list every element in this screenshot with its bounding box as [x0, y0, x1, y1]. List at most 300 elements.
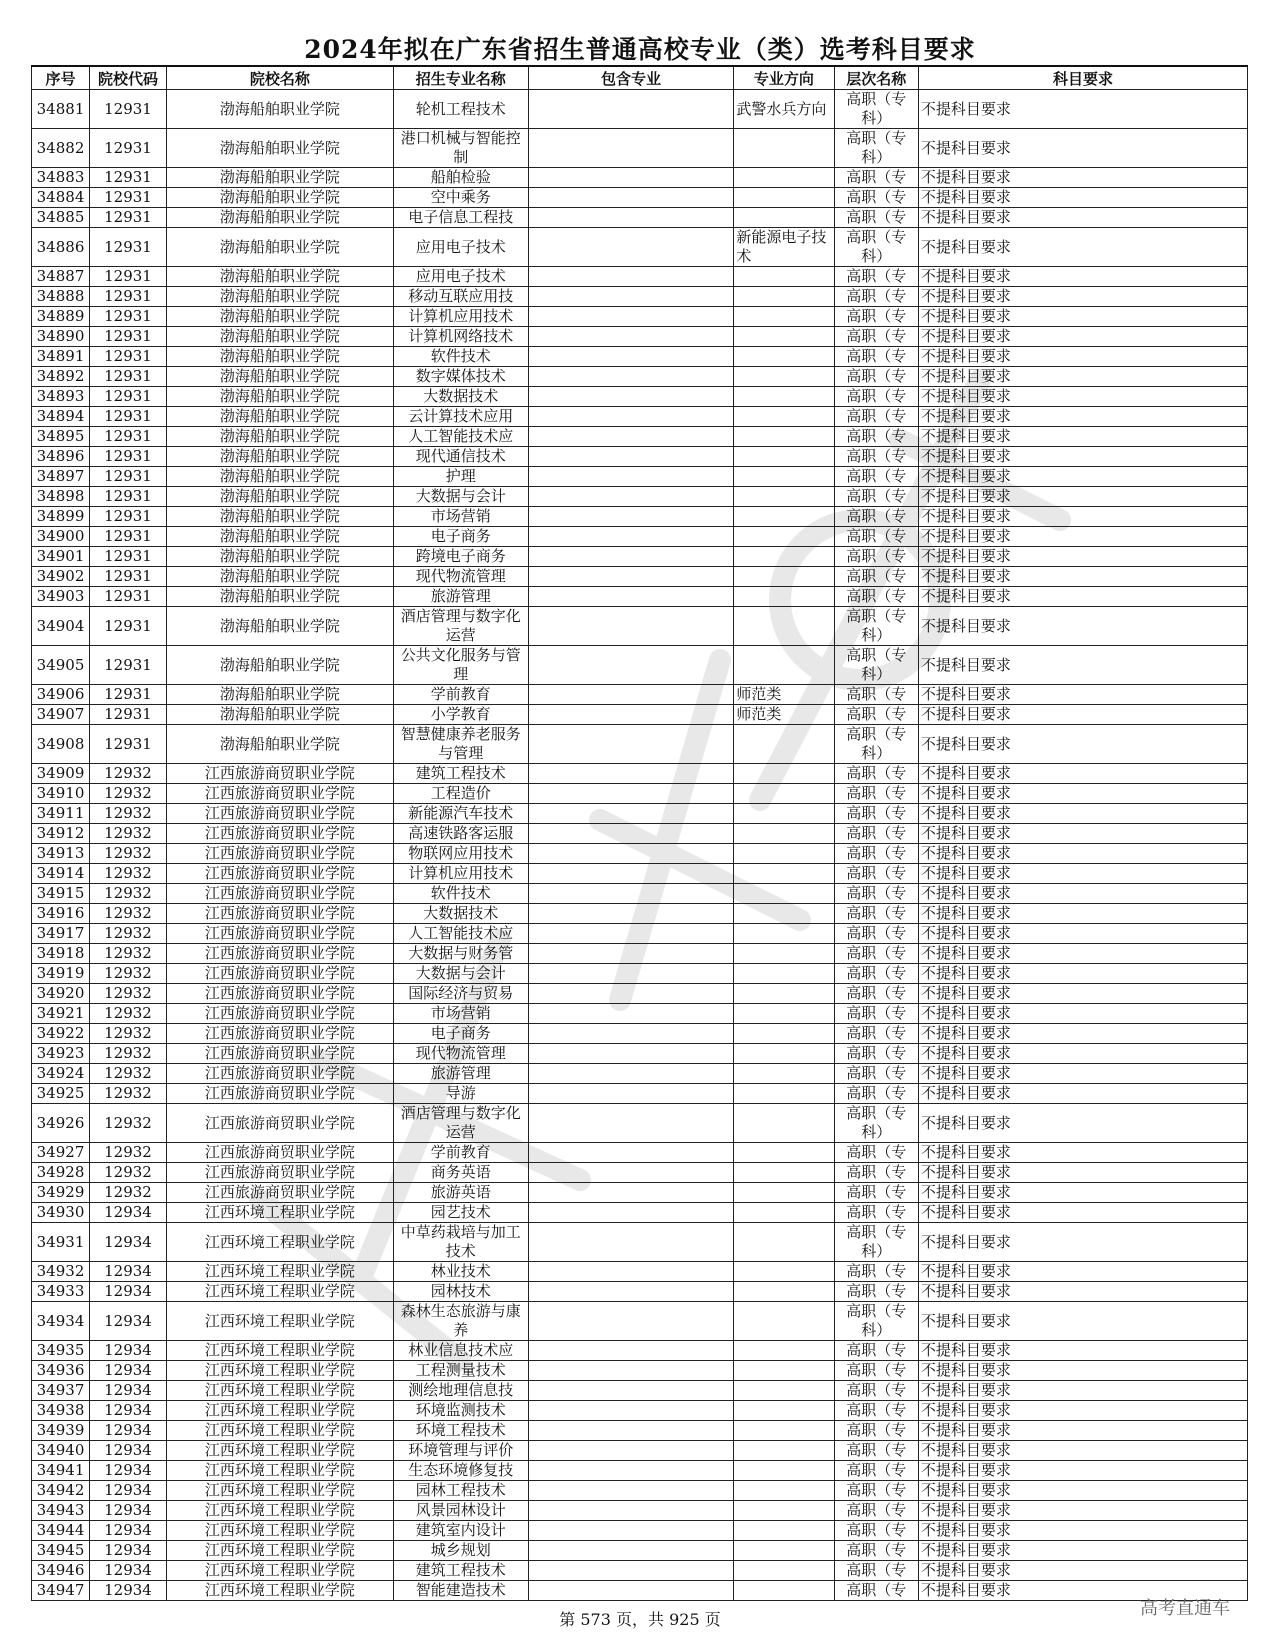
table-cell [734, 129, 834, 168]
table-cell: 江西环境工程职业学院 [166, 1521, 393, 1541]
table-cell [528, 427, 734, 447]
table-cell [734, 1143, 834, 1163]
table-cell [734, 1282, 834, 1302]
table-cell: 不提科目要求 [918, 924, 1247, 944]
table-cell: 不提科目要求 [918, 1163, 1247, 1183]
table-cell: 高职（专 [834, 964, 918, 984]
table-cell: 江西旅游商贸职业学院 [166, 984, 393, 1004]
table-cell: 高职（专科） [834, 725, 918, 764]
table-cell: 江西旅游商贸职业学院 [166, 1104, 393, 1143]
table-cell: 酒店管理与数字化运营 [393, 1104, 528, 1143]
table-cell: 12931 [90, 527, 167, 547]
table-cell: 江西环境工程职业学院 [166, 1541, 393, 1561]
table-cell [734, 924, 834, 944]
table-cell [734, 824, 834, 844]
table-cell: 不提科目要求 [918, 1302, 1247, 1341]
table-cell: 渤海船舶职业学院 [166, 367, 393, 387]
table-cell: 高职（专 [834, 168, 918, 188]
table-cell: 现代物流管理 [393, 567, 528, 587]
table-cell [528, 964, 734, 984]
table-cell: 高职（专 [834, 307, 918, 327]
table-cell: 渤海船舶职业学院 [166, 467, 393, 487]
table-cell: 不提科目要求 [918, 1282, 1247, 1302]
table-cell: 不提科目要求 [918, 367, 1247, 387]
table-cell: 34939 [32, 1421, 90, 1441]
table-row [32, 587, 1248, 607]
table-cell: 34923 [32, 1044, 90, 1064]
table-cell: 高职（专 [834, 1203, 918, 1223]
table-cell: 不提科目要求 [918, 685, 1247, 705]
table-cell [528, 1004, 734, 1024]
table-cell [528, 168, 734, 188]
table-cell: 不提科目要求 [918, 307, 1247, 327]
table-row [32, 844, 1248, 864]
table-row [32, 407, 1248, 427]
table-cell: 学前教育 [393, 685, 528, 705]
table-cell: 高职（专 [834, 1521, 918, 1541]
table-row [32, 287, 1248, 307]
table-cell: 高职（专 [834, 924, 918, 944]
table-cell: 不提科目要求 [918, 507, 1247, 527]
table-cell: 高职（专 [834, 327, 918, 347]
table-cell: 不提科目要求 [918, 884, 1247, 904]
table-cell [528, 1441, 734, 1461]
table-cell: 高速铁路客运服 [393, 824, 528, 844]
table-row [32, 547, 1248, 567]
table-cell [528, 646, 734, 685]
table-cell: 江西环境工程职业学院 [166, 1341, 393, 1361]
table-cell [734, 1262, 834, 1282]
table-cell: 江西旅游商贸职业学院 [166, 944, 393, 964]
table-cell: 应用电子技术 [393, 267, 528, 287]
column-header: 科目要求 [918, 66, 1247, 90]
table-cell: 渤海船舶职业学院 [166, 307, 393, 327]
table-cell: 渤海船舶职业学院 [166, 168, 393, 188]
table-header-row [32, 66, 1248, 90]
table-row [32, 1064, 1248, 1084]
table-cell [734, 1084, 834, 1104]
table-cell: 林业信息技术应 [393, 1341, 528, 1361]
table-cell: 不提科目要求 [918, 547, 1247, 567]
table-cell [528, 884, 734, 904]
table-cell: 不提科目要求 [918, 327, 1247, 347]
table-row [32, 1481, 1248, 1501]
table-cell [734, 587, 834, 607]
table-cell: 不提科目要求 [918, 1183, 1247, 1203]
table-cell: 不提科目要求 [918, 784, 1247, 804]
table-cell: 34886 [32, 228, 90, 267]
table-cell: 高职（专 [834, 567, 918, 587]
table-cell: 计算机网络技术 [393, 327, 528, 347]
table-cell: 12931 [90, 407, 167, 427]
table-row [32, 1223, 1248, 1262]
table-row [32, 1104, 1248, 1143]
table-cell: 高职（专科） [834, 1223, 918, 1262]
table-cell: 12931 [90, 427, 167, 447]
table-cell: 江西环境工程职业学院 [166, 1421, 393, 1441]
table-cell: 34937 [32, 1381, 90, 1401]
table-cell: 12932 [90, 984, 167, 1004]
table-cell: 渤海船舶职业学院 [166, 407, 393, 427]
table-cell [734, 1223, 834, 1262]
table-cell [734, 447, 834, 467]
table-cell: 不提科目要求 [918, 1064, 1247, 1084]
table-cell: 大数据与会计 [393, 487, 528, 507]
table-row [32, 1541, 1248, 1561]
table-cell [734, 1203, 834, 1223]
table-cell: 34901 [32, 547, 90, 567]
column-header: 院校名称 [166, 66, 393, 90]
table-cell: 12932 [90, 1084, 167, 1104]
table-cell: 江西环境工程职业学院 [166, 1302, 393, 1341]
column-header: 序号 [32, 66, 90, 90]
table-cell: 高职（专 [834, 367, 918, 387]
table-cell [734, 884, 834, 904]
table-cell: 12934 [90, 1282, 167, 1302]
table-cell [734, 347, 834, 367]
table-cell: 高职（专 [834, 1561, 918, 1581]
table-cell [528, 347, 734, 367]
table-cell: 34945 [32, 1541, 90, 1561]
table-row [32, 784, 1248, 804]
table-cell: 空中乘务 [393, 188, 528, 208]
table-cell: 34943 [32, 1501, 90, 1521]
table-row [32, 804, 1248, 824]
table-cell: 商务英语 [393, 1163, 528, 1183]
table-cell: 高职（专科） [834, 646, 918, 685]
table-cell: 12932 [90, 1143, 167, 1163]
table-cell: 现代物流管理 [393, 1044, 528, 1064]
table-cell: 34913 [32, 844, 90, 864]
table-cell [734, 725, 834, 764]
table-cell [528, 1104, 734, 1143]
table-cell [734, 904, 834, 924]
table-cell: 江西旅游商贸职业学院 [166, 904, 393, 924]
table-cell: 高职（专 [834, 447, 918, 467]
table-cell: 不提科目要求 [918, 129, 1247, 168]
table-cell [734, 1481, 834, 1501]
table-cell: 34906 [32, 685, 90, 705]
table-cell: 12932 [90, 924, 167, 944]
table-cell: 34925 [32, 1084, 90, 1104]
table-cell: 江西环境工程职业学院 [166, 1361, 393, 1381]
table-row [32, 685, 1248, 705]
table-cell: 江西旅游商贸职业学院 [166, 884, 393, 904]
table-cell: 不提科目要求 [918, 1561, 1247, 1581]
table-cell: 34912 [32, 824, 90, 844]
table-cell: 高职（专 [834, 267, 918, 287]
table-cell [528, 1401, 734, 1421]
table-cell [734, 1341, 834, 1361]
table-cell: 34894 [32, 407, 90, 427]
table-cell: 12934 [90, 1561, 167, 1581]
table-row [32, 1024, 1248, 1044]
table-cell [734, 1421, 834, 1441]
table-cell [528, 1203, 734, 1223]
table-cell: 轮机工程技术 [393, 90, 528, 129]
table-cell: 12934 [90, 1521, 167, 1541]
table-cell: 高职（专 [834, 1481, 918, 1501]
table-cell [734, 567, 834, 587]
table-cell: 高职（专 [834, 208, 918, 228]
table-cell [734, 764, 834, 784]
table-cell: 34895 [32, 427, 90, 447]
table-row [32, 367, 1248, 387]
table-cell: 护理 [393, 467, 528, 487]
table-cell: 34893 [32, 387, 90, 407]
table-cell: 不提科目要求 [918, 725, 1247, 764]
table-cell [734, 307, 834, 327]
table-cell: 不提科目要求 [918, 1262, 1247, 1282]
table-cell: 酒店管理与数字化运营 [393, 607, 528, 646]
table-cell: 34905 [32, 646, 90, 685]
table-cell: 12931 [90, 287, 167, 307]
table-cell: 12934 [90, 1581, 167, 1601]
table-cell: 高职（专 [834, 387, 918, 407]
table-cell: 大数据与会计 [393, 964, 528, 984]
table-cell: 建筑工程技术 [393, 1561, 528, 1581]
table-cell: 34932 [32, 1262, 90, 1282]
table-cell: 不提科目要求 [918, 705, 1247, 725]
table-cell: 12931 [90, 327, 167, 347]
table-row [32, 1381, 1248, 1401]
table-row [32, 447, 1248, 467]
table-cell [528, 1421, 734, 1441]
table-cell: 大数据与财务管 [393, 944, 528, 964]
table-cell: 34885 [32, 208, 90, 228]
table-cell [528, 1461, 734, 1481]
table-cell: 渤海船舶职业学院 [166, 487, 393, 507]
table-cell: 不提科目要求 [918, 1361, 1247, 1381]
table-cell: 12932 [90, 844, 167, 864]
table-cell: 不提科目要求 [918, 844, 1247, 864]
table-cell [528, 1501, 734, 1521]
table-cell: 工程造价 [393, 784, 528, 804]
table-cell [734, 387, 834, 407]
table-cell: 34910 [32, 784, 90, 804]
table-cell: 不提科目要求 [918, 90, 1247, 129]
table-row [32, 567, 1248, 587]
table-cell [734, 1501, 834, 1521]
table-cell: 34938 [32, 1401, 90, 1421]
table-row [32, 507, 1248, 527]
table-cell: 高职（专 [834, 1421, 918, 1441]
table-row [32, 1282, 1248, 1302]
table-cell [528, 1481, 734, 1501]
table-cell [734, 407, 834, 427]
table-cell [734, 547, 834, 567]
table-cell [734, 1581, 834, 1601]
table-cell: 江西环境工程职业学院 [166, 1481, 393, 1501]
table-cell: 34929 [32, 1183, 90, 1203]
table-cell: 高职（专 [834, 487, 918, 507]
table-cell [734, 168, 834, 188]
table-cell [528, 607, 734, 646]
table-cell: 34884 [32, 188, 90, 208]
table-row [32, 764, 1248, 784]
table-cell: 34941 [32, 1461, 90, 1481]
table-cell: 市场营销 [393, 1004, 528, 1024]
table-cell: 34931 [32, 1223, 90, 1262]
table-cell: 不提科目要求 [918, 587, 1247, 607]
table-cell: 12932 [90, 864, 167, 884]
table-cell: 不提科目要求 [918, 1203, 1247, 1223]
table-cell: 34922 [32, 1024, 90, 1044]
table-cell: 渤海船舶职业学院 [166, 188, 393, 208]
table-cell [528, 90, 734, 129]
table-cell: 12934 [90, 1302, 167, 1341]
table-row [32, 705, 1248, 725]
table-cell: 12931 [90, 90, 167, 129]
table-cell: 高职（专 [834, 1044, 918, 1064]
table-cell: 34935 [32, 1341, 90, 1361]
table-cell [528, 1302, 734, 1341]
table-row [32, 824, 1248, 844]
table-row [32, 1421, 1248, 1441]
table-cell [734, 1004, 834, 1024]
table-cell: 渤海船舶职业学院 [166, 267, 393, 287]
table-row [32, 1163, 1248, 1183]
table-cell: 12931 [90, 188, 167, 208]
table-cell: 高职（专 [834, 1262, 918, 1282]
table-cell: 渤海船舶职业学院 [166, 685, 393, 705]
table-cell: 移动互联应用技 [393, 287, 528, 307]
table-cell: 34898 [32, 487, 90, 507]
column-header: 包含专业 [528, 66, 734, 90]
table-cell: 物联网应用技术 [393, 844, 528, 864]
table-cell: 不提科目要求 [918, 1223, 1247, 1262]
table-cell: 高职（专 [834, 1163, 918, 1183]
table-row [32, 1341, 1248, 1361]
table-cell [528, 1044, 734, 1064]
column-header: 层次名称 [834, 66, 918, 90]
table-cell [528, 1561, 734, 1581]
table-cell: 国际经济与贸易 [393, 984, 528, 1004]
table-cell: 渤海船舶职业学院 [166, 228, 393, 267]
table-cell: 12931 [90, 228, 167, 267]
table-cell: 渤海船舶职业学院 [166, 387, 393, 407]
table-cell: 高职（专 [834, 844, 918, 864]
table-cell [734, 1024, 834, 1044]
table-cell: 不提科目要求 [918, 467, 1247, 487]
table-cell: 12932 [90, 884, 167, 904]
table-cell [528, 1143, 734, 1163]
table-cell: 12932 [90, 904, 167, 924]
table-row [32, 228, 1248, 267]
table-cell: 江西环境工程职业学院 [166, 1581, 393, 1601]
table-cell: 大数据技术 [393, 387, 528, 407]
table-cell: 34903 [32, 587, 90, 607]
table-cell [528, 1361, 734, 1381]
table-cell: 渤海船舶职业学院 [166, 129, 393, 168]
table-cell [734, 1064, 834, 1084]
table-cell: 江西环境工程职业学院 [166, 1282, 393, 1302]
table-cell: 34917 [32, 924, 90, 944]
table-cell: 师范类 [734, 685, 834, 705]
table-cell [528, 567, 734, 587]
table-cell: 旅游管理 [393, 1064, 528, 1084]
table-cell: 江西旅游商贸职业学院 [166, 1143, 393, 1163]
table-row [32, 884, 1248, 904]
table-cell [528, 387, 734, 407]
table-cell: 高职（专 [834, 407, 918, 427]
table-cell: 12934 [90, 1203, 167, 1223]
table-cell: 不提科目要求 [918, 487, 1247, 507]
table-cell: 渤海船舶职业学院 [166, 347, 393, 367]
table-cell: 不提科目要求 [918, 347, 1247, 367]
table-cell: 12932 [90, 1163, 167, 1183]
table-cell: 环境管理与评价 [393, 1441, 528, 1461]
table-cell: 不提科目要求 [918, 607, 1247, 646]
table-cell: 34891 [32, 347, 90, 367]
table-cell: 渤海船舶职业学院 [166, 447, 393, 467]
table-cell: 不提科目要求 [918, 1521, 1247, 1541]
table-cell: 不提科目要求 [918, 824, 1247, 844]
table-cell: 34902 [32, 567, 90, 587]
table-cell: 建筑室内设计 [393, 1521, 528, 1541]
table-row [32, 267, 1248, 287]
table-row [32, 1561, 1248, 1581]
table-cell: 不提科目要求 [918, 407, 1247, 427]
table-cell: 高职（专 [834, 427, 918, 447]
table-cell: 34890 [32, 327, 90, 347]
table-cell: 高职（专 [834, 527, 918, 547]
table-cell [528, 725, 734, 764]
table-cell: 江西环境工程职业学院 [166, 1381, 393, 1401]
table-cell: 软件技术 [393, 347, 528, 367]
table-cell: 不提科目要求 [918, 567, 1247, 587]
table-cell: 12932 [90, 784, 167, 804]
table-cell: 不提科目要求 [918, 168, 1247, 188]
table-cell: 小学教育 [393, 705, 528, 725]
table-cell [734, 1521, 834, 1541]
table-cell: 江西环境工程职业学院 [166, 1262, 393, 1282]
table-cell [734, 427, 834, 447]
table-cell: 高职（专 [834, 507, 918, 527]
table-cell: 渤海船舶职业学院 [166, 705, 393, 725]
table-cell: 12931 [90, 725, 167, 764]
table-cell [734, 784, 834, 804]
table-row [32, 427, 1248, 447]
table-cell: 12931 [90, 547, 167, 567]
table-cell: 12931 [90, 587, 167, 607]
table-cell [734, 1441, 834, 1461]
table-row [32, 1143, 1248, 1163]
table-cell [734, 188, 834, 208]
table-cell: 计算机应用技术 [393, 864, 528, 884]
table-cell: 江西旅游商贸职业学院 [166, 1084, 393, 1104]
table-cell: 不提科目要求 [918, 1044, 1247, 1064]
table-cell [734, 527, 834, 547]
table-cell: 旅游英语 [393, 1183, 528, 1203]
table-cell [734, 864, 834, 884]
table-cell: 34900 [32, 527, 90, 547]
table-cell: 渤海船舶职业学院 [166, 208, 393, 228]
table-cell: 江西旅游商贸职业学院 [166, 864, 393, 884]
table-cell [528, 824, 734, 844]
table-cell: 学前教育 [393, 1143, 528, 1163]
table-cell: 12931 [90, 447, 167, 467]
table-cell [528, 129, 734, 168]
table-cell: 34882 [32, 129, 90, 168]
table-cell: 江西旅游商贸职业学院 [166, 1064, 393, 1084]
table-cell: 34924 [32, 1064, 90, 1084]
table-cell: 智能建造技术 [393, 1581, 528, 1601]
table-cell: 市场营销 [393, 507, 528, 527]
table-cell: 不提科目要求 [918, 1461, 1247, 1481]
table-cell [528, 1541, 734, 1561]
table-cell [528, 944, 734, 964]
